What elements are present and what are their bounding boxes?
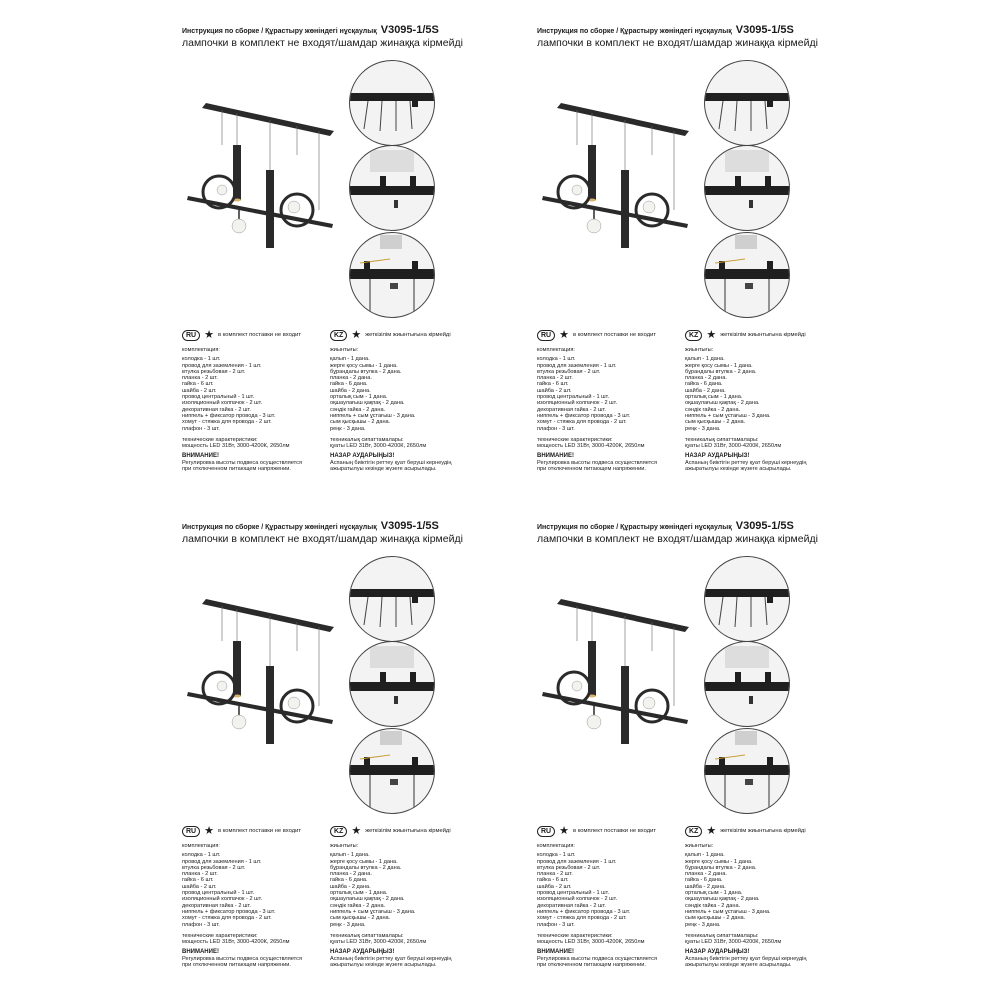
ru-header: RU ★ в комплект поставки не входит (182, 330, 332, 341)
chandelier-illustration (182, 60, 342, 260)
kz-kit-list: қалып - 1 дана. жерге қосу сымы - 1 дана. бұрандалы втулка - 2 дана. планка - 2 дана. гайка - 6 дана. шайба - 2 дана. орталық сым - 1 дана. оқшаулағыш қақпақ - 2 дана. сәндік гайка - 2 дана. ниппель + сым ұстағыш - 3 дана. сым қысқышы - 2 дана. реңк - 3 дана. (685, 356, 771, 432)
ru-kit-title: комплектация: (537, 347, 575, 353)
sheet-subtitle: лампочки в комплект не входят/шамдар жинаққа кірмейді (537, 533, 818, 545)
kz-header: KZ ★ жеткізілім жиынтығына кірмейді (685, 330, 825, 341)
ru-warning-text: Регулировка высоты подвеса осуществляется при отключенном питающем напряжении. (182, 955, 302, 969)
instruction-sheet-top-right (355, 0, 825, 473)
ru-header: RU ★ в комплект поставки не входит (537, 330, 687, 341)
kz-kit-title: жиынтығы: (330, 347, 359, 353)
ru-spec: мощность LED 31Вт, 3000-4200К, 2650лм (537, 443, 645, 450)
kz-column (685, 330, 825, 472)
star-icon: ★ (351, 825, 362, 837)
kz-kit-title: жиынтығы: (330, 843, 359, 849)
sheet-title: Инструкция по сборке / Құрастыру жөніндегі нұсқаулық V3095-1/5S (182, 520, 439, 532)
sheet-title: Инструкция по сборке / Құрастыру жөніндегі нұсқаулық V3095-1/5S (537, 24, 794, 36)
sheet-subtitle: лампочки в комплект не входят/шамдар жинаққа кірмейді (537, 37, 818, 49)
sheet-title: Инструкция по сборке / Құрастыру жөніндегі нұсқаулық V3095-1/5S (182, 24, 439, 36)
kz-kit-list: қалып - 1 дана. жерге қосу сымы - 1 дана. бұрандалы втулка - 2 дана. планка - 2 дана. гайка - 6 дана. шайба - 2 дана. орталық сым - 1 дана. оқшаулағыш қақпақ - 2 дана. сәндік гайка - 2 дана. ниппель + сым ұстағыш - 3 дана. сым қысқышы - 2 дана. реңк - 3 дана. (685, 852, 771, 928)
ru-warning-text: Регулировка высоты подвеса осуществляется при отключенном питающем напряжении. (537, 459, 657, 473)
ru-warning-text: Регулировка высоты подвеса осуществляется при отключенном питающем напряжении. (182, 459, 302, 473)
ru-kit-title: комплектация: (182, 347, 220, 353)
star-icon: ★ (204, 329, 214, 341)
ru-spec-title: технические характеристики: (182, 436, 258, 443)
ru-warning-title: ВНИМАНИЕ! (182, 453, 219, 460)
ru-kit-list: колодка - 1 шт. провод для заземления - 1 шт. втулка резьбовая - 2 шт. планка - 2 шт. гайка - 6 шт. шайба - 2 шт. провод центральный - 1 шт. изоляционный колпачок - 2 шт. декоративная гайка - 2 шт. ниппель + фиксатор провода - 3 шт. хомут - стяжка для провода - 2 шт. плафон - 3 шт. (537, 356, 631, 432)
star-icon: ★ (706, 329, 717, 341)
chandelier-illustration (537, 60, 697, 260)
ru-badge: RU (537, 330, 555, 341)
ru-spec-title: технические характеристики: (182, 932, 258, 939)
ru-kit-list: колодка - 1 шт. провод для заземления - 1 шт. втулка резьбовая - 2 шт. планка - 2 шт. гайка - 6 шт. шайба - 2 шт. провод центральный - 1 шт. изоляционный колпачок - 2 шт. декоративная гайка - 2 шт. ниппель + фиксатор провода - 3 шт. хомут - стяжка для провода - 2 шт. плафон - 3 шт. (182, 356, 276, 432)
star-icon: ★ (559, 825, 569, 837)
instruction-sheet-bottom-right (355, 496, 825, 969)
kz-spec: қуаты LED 31Вт, 3000-4200К, 2650лм (330, 443, 427, 450)
kz-header: KZ ★ жеткізілім жиынтығына кірмейді (685, 826, 825, 837)
sheet-title: Инструкция по сборке / Құрастыру жөніндегі нұсқаулық V3095-1/5S (537, 520, 794, 532)
kz-spec: қуаты LED 31Вт, 3000-4200К, 2650лм (330, 939, 427, 946)
kz-column (685, 826, 825, 968)
kz-badge: KZ (330, 330, 347, 341)
detail-view-1 (704, 60, 790, 146)
kz-warning-title: НАЗАР АУДАРЫҢЫЗ! (330, 949, 395, 956)
star-icon: ★ (204, 825, 214, 837)
kz-warning-text: Аспаның биіктігін реттеу қуат беруші кернеудің ажыратылуы кезінде жүзеге асырылады. (685, 955, 807, 969)
kz-kit-title: жиынтығы: (685, 347, 714, 353)
star-icon: ★ (706, 825, 717, 837)
ru-spec: мощность LED 31Вт, 3000-4200К, 2650лм (182, 939, 290, 946)
ru-kit-title: комплектация: (537, 843, 575, 849)
kz-warning-text: Аспаның биіктігін реттеу қуат беруші кернеудің ажыратылуы кезінде жүзеге асырылады. (330, 459, 452, 473)
detail-view-2 (704, 641, 790, 727)
chandelier-illustration (537, 556, 697, 756)
kz-badge: KZ (330, 826, 347, 837)
ru-badge: RU (537, 826, 555, 837)
kz-spec-title: техникалық сипаттамалары: (685, 436, 759, 443)
star-icon: ★ (559, 329, 569, 341)
kz-kit-list: қалып - 1 дана. жерге қосу сымы - 1 дана. бұрандалы втулка - 2 дана. планка - 2 дана. гайка - 6 дана. шайба - 2 дана. орталық сым - 1 дана. оқшаулағыш қақпақ - 2 дана. сәндік гайка - 2 дана. ниппель + сым ұстағыш - 3 дана. сым қысқышы - 2 дана. реңк - 3 дана. (330, 356, 416, 432)
detail-view-3 (704, 232, 790, 318)
kz-warning-text: Аспаның биіктігін реттеу қуат беруші кернеудің ажыратылуы кезінде жүзеге асырылады. (330, 955, 452, 969)
kz-kit-list: қалып - 1 дана. жерге қосу сымы - 1 дана. бұрандалы втулка - 2 дана. планка - 2 дана. гайка - 6 дана. шайба - 2 дана. орталық сым - 1 дана. оқшаулағыш қақпақ - 2 дана. сәндік гайка - 2 дана. ниппель + сым ұстағыш - 3 дана. сым қысқышы - 2 дана. реңк - 3 дана. (330, 852, 416, 928)
kz-header: KZ ★ жеткізілім жиынтығына кірмейді (330, 826, 470, 837)
kz-spec: қуаты LED 31Вт, 3000-4200К, 2650лм (685, 443, 782, 450)
ru-column (182, 330, 332, 472)
detail-view-2 (704, 145, 790, 231)
ru-header: RU ★ в комплект поставки не входит (537, 826, 687, 837)
detail-view-1 (704, 556, 790, 642)
ru-column (537, 826, 687, 968)
chandelier-illustration (182, 556, 342, 756)
ru-kit-title: комплектация: (182, 843, 220, 849)
kz-header: KZ ★ жеткізілім жиынтығына кірмейді (330, 330, 470, 341)
ru-spec-title: технические характеристики: (537, 436, 613, 443)
kz-spec-title: техникалық сипаттамалары: (685, 932, 759, 939)
kz-badge: KZ (685, 330, 702, 341)
ru-header: RU ★ в комплект поставки не входит (182, 826, 332, 837)
kz-spec-title: техникалық сипаттамалары: (330, 436, 404, 443)
sheet-subtitle: лампочки в комплект не входят/шамдар жинаққа кірмейді (182, 533, 463, 545)
ru-column (537, 330, 687, 472)
kz-spec-title: техникалық сипаттамалары: (330, 932, 404, 939)
kz-badge: KZ (685, 826, 702, 837)
kz-warning-text: Аспаның биіктігін реттеу қуат беруші кернеудің ажыратылуы кезінде жүзеге асырылады. (685, 459, 807, 473)
ru-warning-text: Регулировка высоты подвеса осуществляется при отключенном питающем напряжении. (537, 955, 657, 969)
ru-warning-title: ВНИМАНИЕ! (182, 949, 219, 956)
ru-spec: мощность LED 31Вт, 3000-4200К, 2650лм (537, 939, 645, 946)
star-icon: ★ (351, 329, 362, 341)
kz-warning-title: НАЗАР АУДАРЫҢЫЗ! (685, 453, 750, 460)
kz-warning-title: НАЗАР АУДАРЫҢЫЗ! (685, 949, 750, 956)
ru-warning-title: ВНИМАНИЕ! (537, 949, 574, 956)
ru-spec-title: технические характеристики: (537, 932, 613, 939)
ru-kit-list: колодка - 1 шт. провод для заземления - 1 шт. втулка резьбовая - 2 шт. планка - 2 шт. гайка - 6 шт. шайба - 2 шт. провод центральный - 1 шт. изоляционный колпачок - 2 шт. декоративная гайка - 2 шт. ниппель + фиксатор провода - 3 шт. хомут - стяжка для провода - 2 шт. плафон - 3 шт. (182, 852, 276, 928)
sheet-subtitle: лампочки в комплект не входят/шамдар жинаққа кірмейді (182, 37, 463, 49)
kz-kit-title: жиынтығы: (685, 843, 714, 849)
ru-spec: мощность LED 31Вт, 3000-4200К, 2650лм (182, 443, 290, 450)
kz-warning-title: НАЗАР АУДАРЫҢЫЗ! (330, 453, 395, 460)
ru-kit-list: колодка - 1 шт. провод для заземления - 1 шт. втулка резьбовая - 2 шт. планка - 2 шт. гайка - 6 шт. шайба - 2 шт. провод центральный - 1 шт. изоляционный колпачок - 2 шт. декоративная гайка - 2 шт. ниппель + фиксатор провода - 3 шт. хомут - стяжка для провода - 2 шт. плафон - 3 шт. (537, 852, 631, 928)
detail-view-3 (704, 728, 790, 814)
ru-column (182, 826, 332, 968)
kz-spec: қуаты LED 31Вт, 3000-4200К, 2650лм (685, 939, 782, 946)
ru-badge: RU (182, 330, 200, 341)
ru-badge: RU (182, 826, 200, 837)
ru-warning-title: ВНИМАНИЕ! (537, 453, 574, 460)
